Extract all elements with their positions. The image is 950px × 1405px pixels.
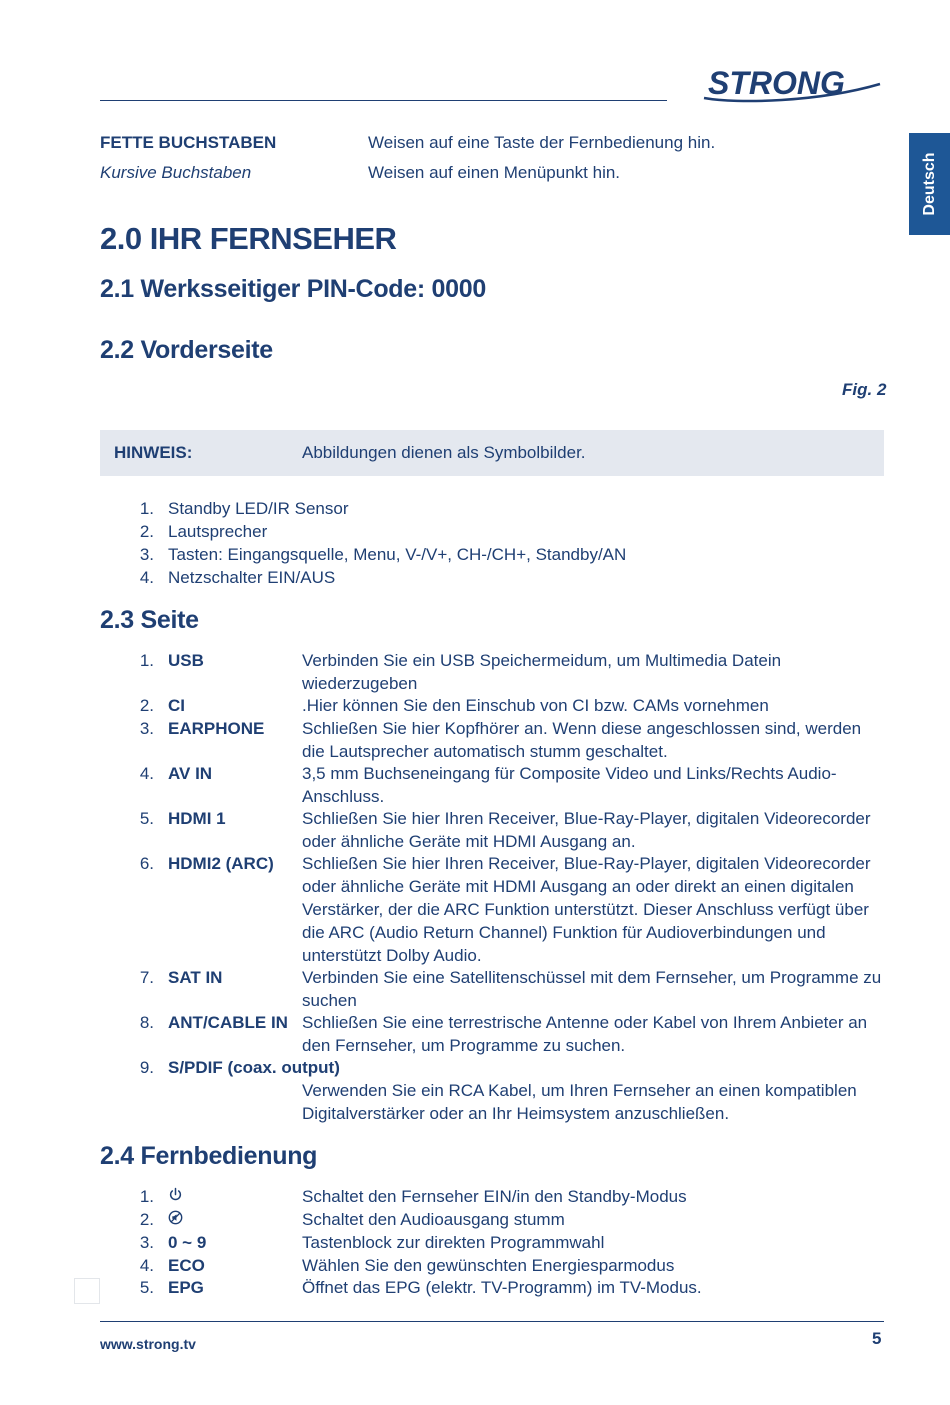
side-item-desc: Schließen Sie hier Kopfhörer an. Wenn diese angeschlossen sind, werden die Lautsprecher automatisch stumm geschaltet. (302, 719, 862, 761)
mute-icon (168, 1209, 183, 1227)
side-item-term: ANT/CABLE IN (168, 1013, 288, 1032)
logo-text: STRONG (708, 65, 845, 101)
header-rule (100, 100, 667, 101)
side-item-term: HDMI2 (ARC) (168, 854, 274, 873)
side-item-number: 6. (139, 854, 154, 873)
remote-item-number: 5. (139, 1278, 154, 1297)
side-item-term: SAT IN (168, 968, 223, 987)
section-heading-2-1: 2.1 Werksseitiger PIN-Code: 0000 (100, 275, 486, 303)
side-item-number: 1. (139, 651, 154, 670)
convention-term-italic: Kursive Buchstaben (100, 163, 252, 182)
side-item-number: 9. (139, 1058, 154, 1077)
front-item-number: 4. (139, 568, 154, 587)
remote-item-term: 0 ~ 9 (168, 1233, 207, 1252)
front-item-text: Netzschalter EIN/AUS (168, 568, 336, 587)
side-item-term: S/PDIF (coax. output) (168, 1058, 340, 1077)
note-text: Abbildungen dienen als Symbolbilder. (302, 443, 586, 462)
remote-item-desc: Schaltet den Audioausgang stumm (302, 1210, 565, 1229)
side-item-desc: Schließen Sie eine terrestrische Antenne oder Kabel von Ihrem Anbieter an den Fernseher, um Programme zu suchen. (302, 1013, 868, 1055)
language-tab (909, 133, 950, 235)
remote-item-number: 1. (139, 1187, 154, 1206)
remote-item-number: 4. (139, 1256, 154, 1275)
side-item-term: USB (168, 651, 204, 670)
side-item-number: 5. (139, 809, 154, 828)
remote-item-desc: Wählen Sie den gewünschten Energiesparmodus (302, 1256, 675, 1275)
side-item-desc: Verbinden Sie eine Satellitenschüssel mit dem Fernseher, um Programme zu suchen (302, 968, 882, 1010)
convention-term-bold: FETTE BUCHSTABEN (100, 133, 277, 152)
footer-rule (100, 1321, 884, 1322)
side-item-desc: Verwenden Sie ein RCA Kabel, um Ihren Fernseher an einen kompatiblen Digitalverstärker oder an Ihr Heimsystem anzuschließen. (302, 1081, 857, 1123)
side-item-number: 4. (139, 764, 154, 783)
remote-item-desc: Tastenblock zur direkten Programmwahl (302, 1233, 605, 1252)
remote-item-term: ECO (168, 1256, 205, 1275)
convention-desc-italic: Weisen auf einen Menüpunkt hin. (368, 163, 621, 182)
remote-item-desc: Öffnet das EPG (elektr. TV-Programm) im TV-Modus. (302, 1278, 702, 1297)
side-item-term: AV IN (168, 764, 213, 783)
front-item-number: 1. (139, 499, 154, 518)
footer-url[interactable]: www.strong.tv (100, 1336, 196, 1352)
side-item-number: 3. (139, 719, 154, 738)
page-number: 5 (872, 1329, 882, 1348)
side-item-term: EARPHONE (168, 719, 265, 738)
side-item-desc: Schließen Sie hier Ihren Receiver, Blue-Ray-Player, digitalen Videorecorder oder ähnliche Geräte mit HDMI Ausgang an oder direkt an einen digitalen Verstärker, der die ARC Funktion unterstützt. Dieser Anschluss verfügt über die ARC (Audio Return Channel) Funktion für Audioverbindungen und unterstützt Dolby Audio. (302, 854, 871, 965)
side-item-desc: Schließen Sie hier Ihren Receiver, Blue-Ray-Player, digitalen Videorecorder oder ähnliche Geräte mit HDMI Ausgang an. (302, 809, 871, 851)
page-corner-mark (74, 1278, 100, 1304)
section-heading-2-2: 2.2 Vorderseite (100, 336, 273, 364)
convention-desc-bold: Weisen auf eine Taste der Fernbedienung hin. (368, 133, 716, 152)
side-item-desc: Verbinden Sie ein USB Speichermeidum, um Multimedia Datein wiederzugeben (302, 651, 782, 693)
remote-item-number: 2. (139, 1210, 154, 1229)
strong-logo (698, 64, 884, 104)
section-heading-2-4: 2.4 Fernbedienung (100, 1142, 318, 1170)
remote-item-desc: Schaltet den Fernseher EIN/in den Standby-Modus (302, 1187, 687, 1206)
side-item-number: 2. (139, 696, 154, 715)
side-item-number: 8. (139, 1013, 154, 1032)
side-item-desc: 3,5 mm Buchseneingang für Composite Video und Links/Rechts Audio-Anschluss. (302, 764, 837, 806)
side-item-desc: .Hier können Sie den Einschub von CI bzw. CAMs vornehmen (302, 696, 769, 715)
section-heading-2-0: 2.0 IHR FERNSEHER (100, 221, 397, 256)
power-icon (168, 1186, 183, 1204)
front-item-text: Lautsprecher (168, 522, 268, 541)
side-item-number: 7. (139, 968, 154, 987)
remote-item-number: 3. (139, 1233, 154, 1252)
front-item-number: 3. (139, 545, 154, 564)
section-heading-2-3: 2.3 Seite (100, 606, 199, 634)
front-item-text: Tasten: Eingangsquelle, Menu, V-/V+, CH-/CH+, Standby/AN (168, 545, 627, 564)
remote-item-term: EPG (168, 1278, 204, 1297)
note-label: HINWEIS: (114, 443, 193, 462)
figure-label: Fig. 2 (842, 380, 887, 399)
language-tab-label: Deutsch (920, 152, 938, 216)
front-item-text: Standby LED/IR Sensor (168, 499, 349, 518)
front-item-number: 2. (139, 522, 154, 541)
side-item-term: CI (168, 696, 185, 715)
side-item-term: HDMI 1 (168, 809, 226, 828)
